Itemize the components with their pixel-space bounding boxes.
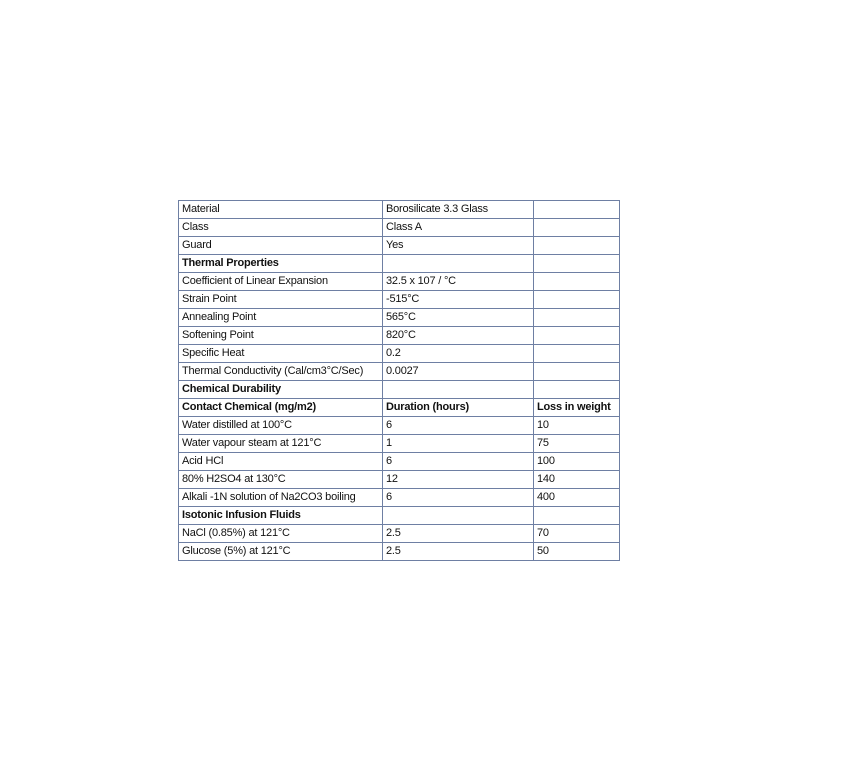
table-row <box>179 237 620 255</box>
table-cell-value: 0.0027 <box>383 363 534 381</box>
table-cell-property: Annealing Point <box>179 309 383 327</box>
table-row <box>179 543 620 561</box>
table-row <box>179 471 620 489</box>
table-cell-property: 80% H2SO4 at 130°C <box>179 471 383 489</box>
table-cell-extra <box>534 327 620 345</box>
table-row <box>179 507 620 525</box>
table-cell-property: Isotonic Infusion Fluids <box>179 507 383 525</box>
table-row <box>179 345 620 363</box>
table-cell-value: 0.2 <box>383 345 534 363</box>
table-row <box>179 309 620 327</box>
table-cell-value: 6 <box>383 489 534 507</box>
table-cell-value <box>383 255 534 273</box>
table-cell-extra <box>534 345 620 363</box>
table-cell-property: NaCl (0.85%) at 121°C <box>179 525 383 543</box>
table-cell-extra: 140 <box>534 471 620 489</box>
table-cell-extra <box>534 309 620 327</box>
table-cell-extra <box>534 291 620 309</box>
table-cell-value: 820°C <box>383 327 534 345</box>
table-cell-value: -515°C <box>383 291 534 309</box>
table-cell-value: 12 <box>383 471 534 489</box>
table-cell-value: Duration (hours) <box>383 399 534 417</box>
table-cell-property: Class <box>179 219 383 237</box>
table-row <box>179 201 620 219</box>
table-cell-extra: 10 <box>534 417 620 435</box>
table-row <box>179 435 620 453</box>
table-cell-property: Guard <box>179 237 383 255</box>
table-cell-extra: Loss in weight <box>534 399 620 417</box>
table-cell-value: 565°C <box>383 309 534 327</box>
table-cell-value: 2.5 <box>383 543 534 561</box>
table-cell-value: Borosilicate 3.3 Glass <box>383 201 534 219</box>
table-row <box>179 381 620 399</box>
table-cell-value: 6 <box>383 453 534 471</box>
table-cell-value <box>383 381 534 399</box>
table-cell-value: Yes <box>383 237 534 255</box>
table-cell-extra: 50 <box>534 543 620 561</box>
specifications-table-body <box>179 201 620 561</box>
table-row <box>179 417 620 435</box>
table-cell-property: Softening Point <box>179 327 383 345</box>
table-cell-property: Material <box>179 201 383 219</box>
table-cell-property: Strain Point <box>179 291 383 309</box>
table-cell-property: Thermal Properties <box>179 255 383 273</box>
table-cell-property: Thermal Conductivity (Cal/cm3°C/Sec) <box>179 363 383 381</box>
table-cell-property: Water vapour steam at 121°C <box>179 435 383 453</box>
table-cell-extra <box>534 507 620 525</box>
table-cell-extra <box>534 381 620 399</box>
table-cell-extra <box>534 237 620 255</box>
table-cell-extra: 75 <box>534 435 620 453</box>
table-row <box>179 399 620 417</box>
table-cell-value <box>383 507 534 525</box>
table-cell-extra <box>534 273 620 291</box>
table-cell-extra <box>534 219 620 237</box>
table-cell-property: Acid HCl <box>179 453 383 471</box>
table-cell-property: Contact Chemical (mg/m2) <box>179 399 383 417</box>
specifications-table <box>178 200 620 561</box>
table-cell-property: Coefficient of Linear Expansion <box>179 273 383 291</box>
table-cell-value: 6 <box>383 417 534 435</box>
table-cell-extra: 100 <box>534 453 620 471</box>
table-row <box>179 489 620 507</box>
table-row <box>179 273 620 291</box>
table-cell-value: 2.5 <box>383 525 534 543</box>
table-row <box>179 453 620 471</box>
table-cell-property: Alkali -1N solution of Na2CO3 boiling <box>179 489 383 507</box>
table-row <box>179 327 620 345</box>
table-row <box>179 219 620 237</box>
table-cell-extra <box>534 255 620 273</box>
table-cell-extra: 70 <box>534 525 620 543</box>
table-row <box>179 291 620 309</box>
table-row <box>179 525 620 543</box>
table-cell-property: Chemical Durability <box>179 381 383 399</box>
table-cell-property: Specific Heat <box>179 345 383 363</box>
table-row <box>179 363 620 381</box>
table-cell-extra: 400 <box>534 489 620 507</box>
table-cell-property: Glucose (5%) at 121°C <box>179 543 383 561</box>
table-cell-value: 32.5 x 107 / °C <box>383 273 534 291</box>
table-cell-value: Class A <box>383 219 534 237</box>
table-row <box>179 255 620 273</box>
table-cell-value: 1 <box>383 435 534 453</box>
table-cell-extra <box>534 201 620 219</box>
table-cell-property: Water distilled at 100°C <box>179 417 383 435</box>
table-cell-extra <box>534 363 620 381</box>
